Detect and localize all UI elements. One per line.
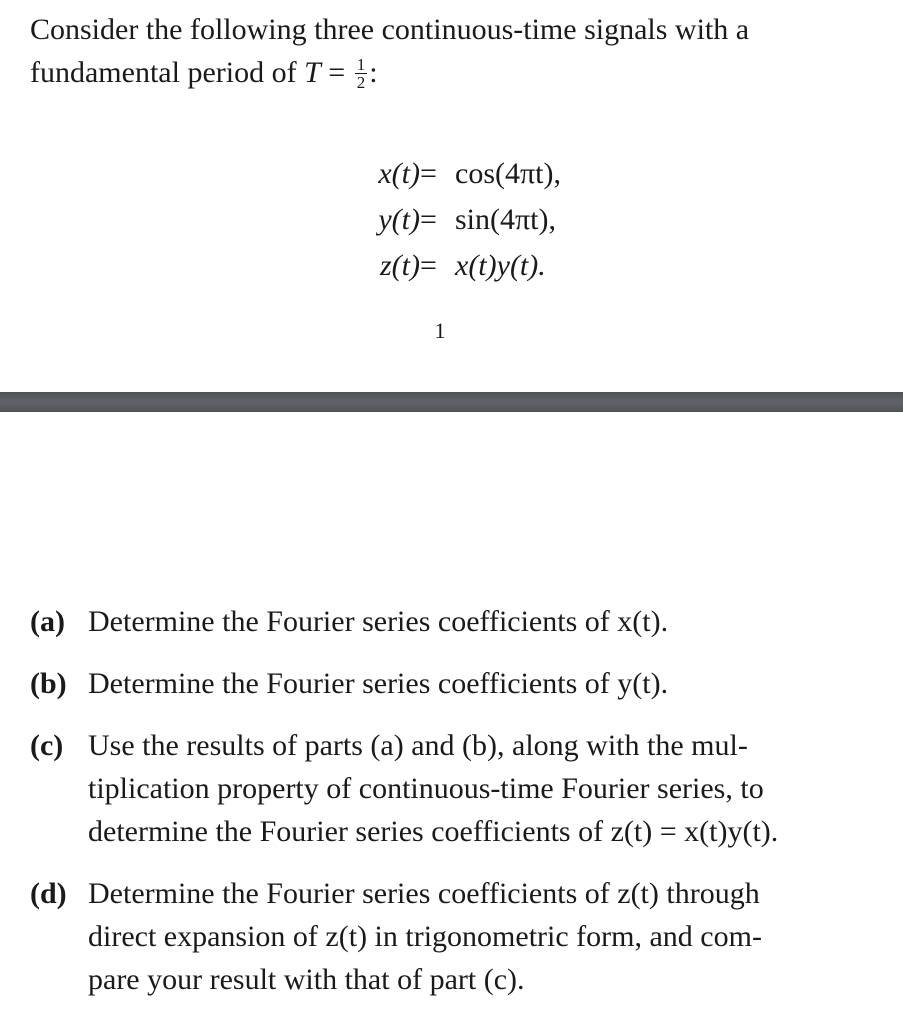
- equation-lhs: x(t): [378, 157, 420, 190]
- equation-z: [0, 242, 903, 290]
- part-label: (d): [30, 877, 67, 910]
- part-text-line: Determine the Fourier series coefficients of y(t).: [88, 667, 669, 700]
- part-text-line: pare your result with that of part (c).: [88, 963, 525, 996]
- equation-y: [0, 196, 903, 244]
- period-fraction: [355, 56, 368, 91]
- part-text-line: direct expansion of z(t) in trigonometric form, and com-: [88, 920, 762, 953]
- equals-sign: =: [320, 56, 353, 89]
- intro-line-2: [30, 51, 870, 94]
- page-top: [0, 0, 903, 392]
- part-label: (c): [30, 729, 64, 762]
- equation-equals: =: [420, 249, 437, 282]
- part-label: (b): [30, 667, 67, 700]
- part-text-line: tiplication property of continuous-time Fourier series, to: [88, 772, 764, 805]
- intro-paragraph: [30, 8, 870, 94]
- part-b: [30, 662, 880, 705]
- intro-colon: :: [369, 56, 378, 89]
- equation-rhs: sin(4πt),: [455, 203, 556, 236]
- equation-rhs: cos(4πt),: [455, 157, 561, 190]
- fraction-denominator: 2: [356, 72, 366, 92]
- part-a: [30, 600, 880, 643]
- equation-equals: =: [420, 203, 437, 236]
- page-number: 1: [434, 318, 446, 343]
- intro-line-1: Consider the following three continuous-time signals with a: [30, 13, 750, 46]
- equation-lhs: y(t): [378, 203, 420, 236]
- part-label: (a): [30, 605, 65, 638]
- part-text-line: Use the results of parts (a) and (b), along with the mul-: [88, 729, 748, 762]
- part-d: [30, 872, 880, 1001]
- part-c: [30, 724, 880, 853]
- intro-line-2-prefix: fundamental period of: [30, 56, 305, 89]
- equation-x: [0, 150, 903, 198]
- page-separator: [0, 392, 903, 412]
- fraction-numerator: 1: [356, 54, 366, 74]
- part-text-line: Determine the Fourier series coefficients of z(t) through: [88, 877, 760, 910]
- equation-rhs: x(t)y(t).: [455, 249, 546, 282]
- equation-equals: =: [420, 157, 437, 190]
- equation-lhs: z(t): [380, 249, 420, 282]
- part-text-line: determine the Fourier series coefficients of z(t) = x(t)y(t).: [88, 815, 779, 848]
- part-text-line: Determine the Fourier series coefficients of x(t).: [88, 605, 669, 638]
- problem-parts: [30, 600, 880, 1020]
- period-symbol: T: [304, 56, 321, 89]
